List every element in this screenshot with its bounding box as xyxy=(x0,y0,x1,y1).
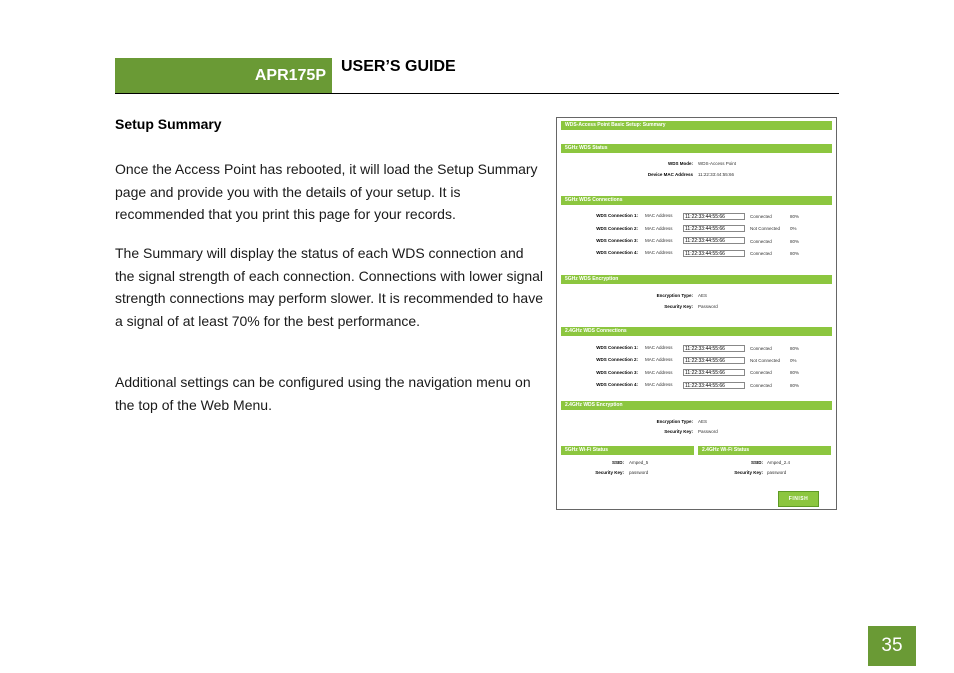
wds24-conn2-mac-field[interactable]: 11:22:33:44:55:66 xyxy=(683,357,745,364)
wifi24-ssid-value: Amped_2.4 xyxy=(767,460,791,465)
header-rule xyxy=(115,93,839,94)
wds24-conn2-mac-label: MAC Address xyxy=(645,357,673,362)
wds5-conn2-status: Not Connected xyxy=(750,226,781,231)
wifi5-ssid-label: SSID: xyxy=(611,460,624,465)
wds5-conn4-mac-label: MAC Address xyxy=(645,250,673,255)
page-number: 35 xyxy=(868,626,916,666)
wds24-conn1-mac-label: MAC Address xyxy=(645,345,673,350)
wifi24-ssid-label: SSID: xyxy=(750,460,763,465)
wds5-status-bar: 5GHz WDS Status xyxy=(561,144,832,153)
paragraph-additional: Additional settings can be configured using the navigation menu on the top of the Web Menu. xyxy=(115,374,531,413)
wds5-conn1-signal: 80% xyxy=(790,214,800,219)
wds5-security-key-value: Password xyxy=(698,304,718,309)
wds24-conn4-status: Connected xyxy=(750,383,772,388)
wds5-conn2-label: WDS Connection 2: xyxy=(596,226,638,231)
header-title: USER’S GUIDE xyxy=(341,58,456,75)
wds5-conn1-label: WDS Connection 1: xyxy=(596,213,638,218)
wds5-conn2-mac-field[interactable]: 11:22:33:44:55:66 xyxy=(683,225,745,232)
wds24-conn3-status: Connected xyxy=(750,370,772,375)
wds5-encryption-type-label: Encryption Type: xyxy=(656,293,693,298)
wds5-conn3-status: Connected xyxy=(750,239,772,244)
wds24-conn1-status: Connected xyxy=(750,346,772,351)
wds24-conn4-signal: 80% xyxy=(790,383,800,388)
wds24-conn3-label: WDS Connection 3: xyxy=(596,370,638,375)
wds5-encryption-type-value: AES xyxy=(698,293,708,298)
wds24-conn2-label: WDS Connection 2: xyxy=(596,357,638,362)
wds5-conn1-mac-field[interactable]: 11:22:33:44:55:66 xyxy=(683,213,745,220)
wds5-conn3-mac-label: MAC Address xyxy=(645,238,673,243)
wifi24-security-key-label: Security Key: xyxy=(734,470,763,475)
wds24-encryption-type-value: AES xyxy=(698,419,708,424)
wds24-conn3-signal: 80% xyxy=(790,370,800,375)
wds5-conn2-mac-label: MAC Address xyxy=(645,226,673,231)
wds24-conn1-mac-field[interactable]: 11:22:33:44:55:66 xyxy=(683,345,745,352)
wifi5-status-bar: 5GHz Wi-Fi Status xyxy=(561,446,694,455)
device-mac-value: 11:22:33:44:55:66 xyxy=(698,172,734,177)
wds24-conn1-signal: 80% xyxy=(790,346,800,351)
wds5-conn3-mac-field[interactable]: 11:22:33:44:55:66 xyxy=(683,237,745,244)
wds24-security-key-value: Password xyxy=(698,429,718,434)
wifi5-security-key-label: Security Key: xyxy=(595,470,624,475)
wds24-encryption-type-label: Encryption Type: xyxy=(656,419,693,424)
wifi24-status-bar: 2.4GHz Wi-Fi Status xyxy=(698,446,831,455)
wds5-connections-bar: 5GHz WDS Connections xyxy=(561,196,832,205)
section-heading: Setup Summary xyxy=(115,116,222,132)
wifi24-security-key-value: password xyxy=(767,470,787,475)
wds24-conn2-status: Not Connected xyxy=(750,358,781,363)
wds5-conn2-signal: 0% xyxy=(790,226,797,231)
paragraph-summary: The Summary will display the status of each WDS connection and the signal strength of each connection. Connections with lower signal strength connections may perform slower. It is recommended to have a signal of at least 70% for the best performance. xyxy=(115,245,544,329)
finish-button[interactable]: FINISH xyxy=(778,491,819,507)
wds5-conn3-label: WDS Connection 3: xyxy=(596,238,638,243)
header-model: APR175P xyxy=(254,67,326,84)
setup-summary-screenshot xyxy=(556,117,837,510)
wds-mode-label: WDS Mode: xyxy=(668,161,693,166)
wds24-conn4-label: WDS Connection 4: xyxy=(596,382,638,387)
wds5-security-key-label: Security Key: xyxy=(664,304,693,309)
paragraph-reboot: Once the Access Point has rebooted, it will load the Setup Summary page and provide you with the details of your setup. It is recommended that you print this page for your records. xyxy=(115,161,538,222)
wifi5-security-key-value: password xyxy=(629,470,649,475)
wds24-conn2-signal: 0% xyxy=(790,358,797,363)
wds24-security-key-label: Security Key: xyxy=(664,429,693,434)
device-mac-label: Device MAC Address xyxy=(647,172,693,177)
wds5-conn1-status: Connected xyxy=(750,214,772,219)
wds5-conn4-status: Connected xyxy=(750,251,772,256)
wds24-conn1-label: WDS Connection 1: xyxy=(596,345,638,350)
wds-mode-value: WDS-Access Point xyxy=(698,161,737,166)
wds24-conn4-mac-label: MAC Address xyxy=(645,382,673,387)
summary-title-bar: WDS-Access Point Basic Setup: Summary xyxy=(561,121,832,130)
wds5-conn4-signal: 80% xyxy=(790,251,800,256)
wds5-encryption-bar: 5GHz WDS Encryption xyxy=(561,275,832,284)
wds24-conn3-mac-label: MAC Address xyxy=(645,370,673,375)
wifi5-ssid-value: Amped_5 xyxy=(629,460,649,465)
wds24-encryption-bar: 2.4GHz WDS Encryption xyxy=(561,401,832,410)
wds5-conn1-mac-label: MAC Address xyxy=(645,213,673,218)
wds5-conn4-label: WDS Connection 4: xyxy=(596,250,638,255)
wds5-conn3-signal: 80% xyxy=(790,239,800,244)
wds24-conn3-mac-field[interactable]: 11:22:33:44:55:66 xyxy=(683,369,745,376)
wds24-connections-bar: 2.4GHz WDS Connections xyxy=(561,327,832,336)
wds5-conn4-mac-field[interactable]: 11:22:33:44:55:66 xyxy=(683,250,745,257)
wds24-conn4-mac-field[interactable]: 11:22:33:44:55:66 xyxy=(683,382,745,389)
